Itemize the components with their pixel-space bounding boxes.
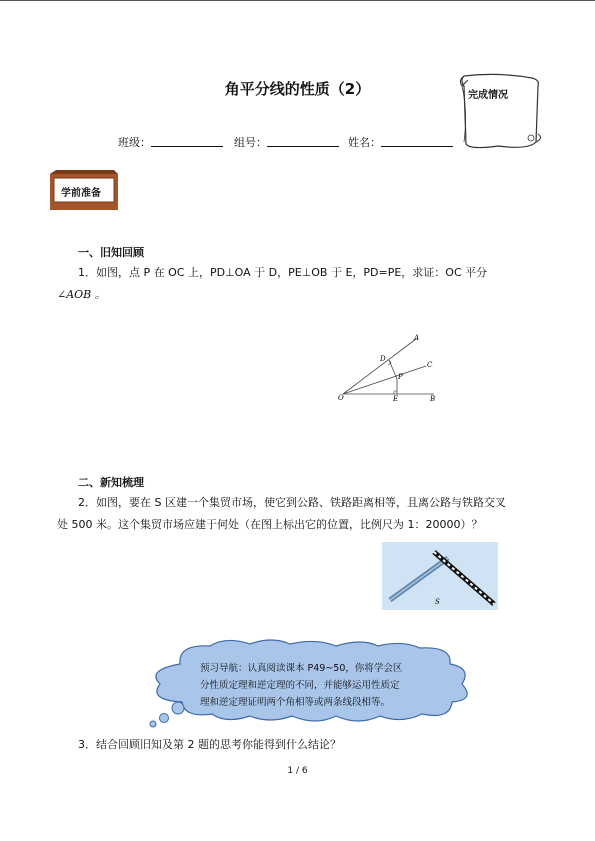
group-field[interactable] [234,134,339,150]
label-d: D [380,355,386,363]
label-a: A [414,334,420,342]
figure-angle-bisector [334,330,444,402]
s-label: S [435,598,440,606]
status-scroll [458,72,542,152]
name-label: 姓名： [348,136,381,149]
class-field[interactable] [118,134,223,150]
right-angle-e [394,391,397,394]
ray-oc [343,366,426,394]
label-c: C [427,361,433,369]
name-field[interactable] [348,134,453,150]
cloud-bubble-small [150,721,156,727]
name-blank[interactable] [381,136,453,147]
class-blank[interactable] [151,136,223,147]
group-label: 组号： [234,136,267,149]
guide-line2: 分性质定理和逆定理的不同，并能够运用性质定 [200,680,400,691]
q2-line2: 处 500 米。这个集贸市场应建于何处（在图上标出它的位置，比例尺为 1：20000）？ [57,518,483,531]
segment-pd [389,360,397,379]
q1-line1: 1．如图，点 P 在 OC 上，PD⊥OA 于 D，PE⊥OB 于 E，PD=PE，求证：OC 平分 [78,266,488,279]
section1-heading: 一、旧知回顾 [78,246,144,259]
figure-road-railway-map [382,542,498,610]
map-background [382,542,498,610]
guide-line3: 理和逆定理证明两个角相等或两条线段相等。 [200,697,391,708]
group-blank[interactable] [267,136,339,147]
label-o: O [338,394,344,402]
status-label: 完成情况 [468,90,508,101]
q2-line1: 2．如图，要在 S 区建一个集贸市场，使它到公路、铁路距离相等，且离公路与铁路交叉 [78,496,506,509]
cloud-bubble-mid [160,714,169,723]
section2-heading: 二、新知梳理 [78,476,144,489]
q3-text: 3．结合回顾旧知及第 2 题的思考你能得到什么结论？ [78,738,341,751]
top-rule [0,0,595,1]
page-number: 1 / 6 [287,766,308,776]
q1-line2: ∠AOB 。 [57,288,106,301]
cloud-bubble-large [172,702,184,714]
prep-label: 学前准备 [61,188,101,199]
label-b: B [430,395,436,402]
ray-oa [343,339,416,394]
label-e: E [393,395,399,402]
guide-line1: 预习导航：认真阅读课本 P49~50，你将学会区 [200,663,403,674]
label-p: P [398,373,403,381]
page-title: 角平分线的性质（2） [224,80,371,98]
class-label: 班级： [118,136,151,149]
guide-text [200,660,430,711]
